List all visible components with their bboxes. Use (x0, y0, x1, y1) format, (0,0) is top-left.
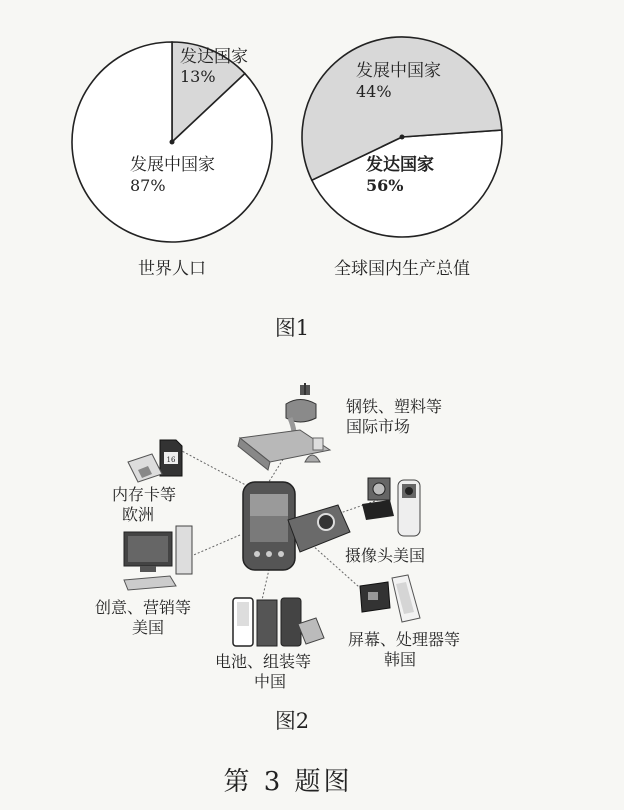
pie2-developing-label: 发展中国家 (356, 61, 441, 81)
label-memory (112, 485, 176, 524)
label-steel (346, 397, 442, 436)
label-battery-line1: 电池、组装等 (215, 652, 312, 671)
pie2-developing-value: 44% (356, 82, 392, 101)
label-design-line2: 美国 (132, 618, 165, 637)
pie1-developed-label: 发达国家 (180, 47, 248, 67)
screen-processor-icon (360, 575, 420, 622)
camera-module-icon (362, 478, 420, 536)
pie2-developed-label: 发达国家 (366, 155, 434, 175)
memory-card-capacity: 16 (166, 456, 176, 464)
label-memory-line1: 内存卡等 (112, 485, 177, 504)
pie-chart-world-population (72, 42, 272, 242)
computer-icon (124, 526, 192, 590)
label-battery (215, 652, 311, 691)
pie1-center-dot (170, 140, 175, 145)
pie1-developing-value: 87% (130, 176, 166, 195)
steel-plastic-icon (238, 383, 330, 470)
pie1-developed-value: 13% (180, 67, 216, 86)
pie2-title: 全球国内生产总值 (334, 259, 470, 279)
pie2-developed-value: 56% (366, 176, 404, 195)
connector-memory (180, 450, 255, 490)
label-battery-line2: 中国 (254, 672, 287, 691)
label-screen (348, 630, 460, 669)
label-steel-line2: 国际市场 (346, 417, 411, 436)
pie2-center-dot (400, 135, 405, 140)
figure1-caption: 图1 (274, 316, 310, 340)
label-camera: 摄像头美国 (345, 546, 426, 565)
phone-icon (243, 482, 350, 570)
memory-card-icon (128, 440, 182, 482)
label-design (95, 598, 191, 637)
label-screen-line2: 韩国 (384, 650, 417, 669)
battery-assembly-icon (233, 598, 324, 646)
main-caption: 第 3 题图 (223, 767, 353, 797)
figure2-caption: 图2 (274, 709, 310, 733)
label-screen-line1: 屏幕、处理器等 (348, 630, 461, 649)
label-steel-line1: 钢铁、塑料等 (346, 397, 443, 416)
pie1-title: 世界人口 (138, 259, 206, 279)
label-memory-line2: 欧洲 (122, 505, 155, 524)
pie1-developing-label: 发展中国家 (130, 155, 215, 175)
label-design-line1: 创意、营销等 (95, 598, 192, 617)
